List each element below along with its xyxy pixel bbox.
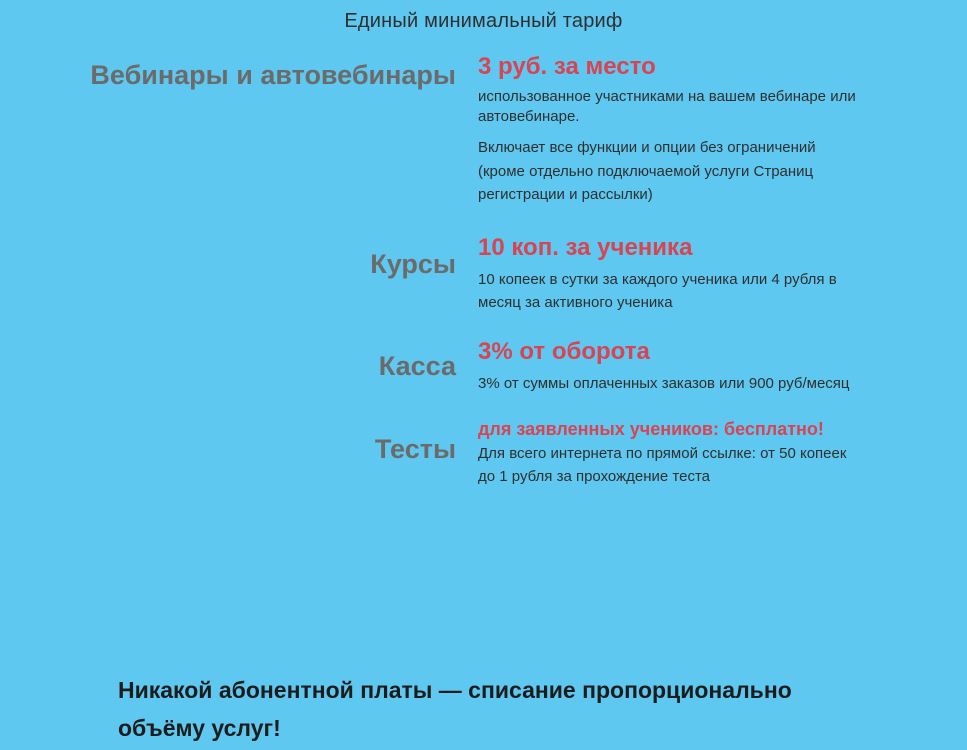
tariff-row-courses: [0, 232, 967, 314]
page-title: Единый минимальный тариф: [344, 10, 623, 32]
tariff-price-webinars: 3 руб. за место: [478, 53, 656, 80]
tariff-row-tests: [0, 417, 967, 488]
tariff-price-tests: для заявленных учеников: бесплатно!: [478, 419, 824, 440]
tariff-body-courses: [478, 232, 858, 314]
tariff-desc-tests-1: Для всего интернета по прямой ссылке: от 50 копеек до 1 рубля за прохождение теста: [478, 444, 847, 486]
tariff-label-kassa: Касса: [378, 351, 456, 382]
tariff-body-kassa: [478, 336, 858, 395]
footer-note: Никакой абонентной платы — списание пропорционально объёму услуг!: [118, 677, 792, 741]
tariff-label-webinars: Вебинары и автовебинары: [90, 60, 456, 90]
tariff-label-tests: Тесты: [374, 434, 456, 465]
tariff-desc-webinars-1: использованное участниками на вашем вебинаре или автовебинаре.: [478, 87, 856, 125]
tariff-desc-courses-1: 10 копеек в сутки за каждого ученика или 4 рубля в месяц за активного ученика: [478, 270, 837, 312]
tariff-desc-webinars-2: Включает все функции и опции без ограничений (кроме отдельно подключаемой услуги Страниц регистрации и рассылки): [478, 139, 816, 203]
tariff-price-courses: 10 коп. за ученика: [478, 234, 693, 262]
tariff-row-webinars: [0, 51, 967, 206]
tariff-body-tests: [478, 417, 858, 488]
tariff-body-webinars: [478, 51, 858, 206]
tariff-rows: [0, 51, 967, 488]
tariff-row-kassa: [0, 336, 967, 395]
tariff-desc-kassa-1: 3% от суммы оплаченных заказов или 900 руб/месяц: [478, 374, 850, 392]
tariff-price-kassa: 3% от оборота: [478, 338, 650, 366]
tariff-label-courses: Курсы: [370, 249, 456, 280]
